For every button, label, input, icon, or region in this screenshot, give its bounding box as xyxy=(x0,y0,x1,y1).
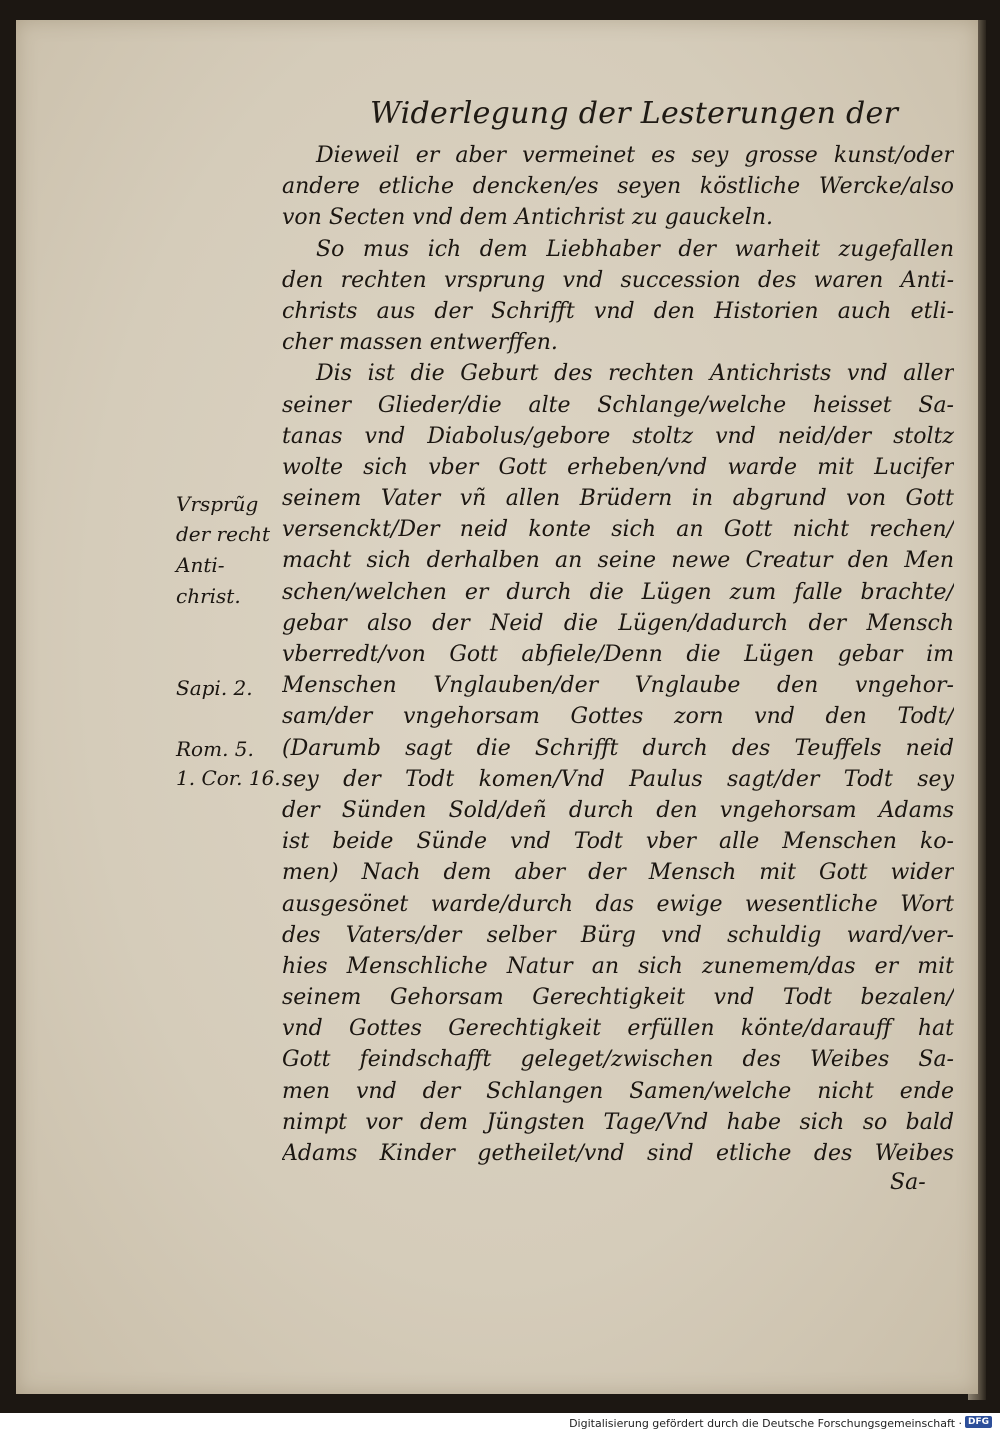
margin-note: Sapi. 2. xyxy=(176,676,253,700)
text-line: hies Menschliche Natur an sich zunemem/das er mit xyxy=(282,953,954,979)
text-line: des Vaters/der selber Bürg vnd schuldig ward/ver- xyxy=(282,922,954,948)
text-line: ausgesönet warde/durch das ewige wesentliche Wort xyxy=(282,891,954,917)
text-line: versenckt/Der neid konte sich an Gott nicht rechen/ xyxy=(282,517,954,543)
text-line: vnd Gottes Gerechtigkeit erfüllen könte/darauff hat xyxy=(282,1016,954,1042)
margin-note: der recht xyxy=(176,522,271,546)
text-line: christs aus der Schrifft vnd den Historien auch etli- xyxy=(282,298,954,324)
text-line: Dieweil er aber vermeinet es sey grosse kunst/oder xyxy=(316,143,954,168)
text-line: gebar also der Neid die Lügen/dadurch der Mensch xyxy=(282,610,954,636)
text-line: wolte sich vber Gott erheben/vnd warde mit Lucifer xyxy=(282,454,954,480)
text-line: Menschen Vnglauben/der Vnglaube den vngehor- xyxy=(282,673,954,699)
text-line: tanas vnd Diabolus/gebore stoltz vnd neid/der stoltz xyxy=(282,423,954,449)
margin-note: Vrsprũg xyxy=(176,492,259,516)
text-line: Gott feindschafft geleget/zwischen des Weibes Sa- xyxy=(282,1047,954,1073)
text-line: sam/der vngehorsam Gottes zorn vnd den Todt/ xyxy=(282,704,954,730)
text-line: So mus ich dem Liebhaber der warheit zugefallen xyxy=(316,236,954,262)
text-line: der Sünden Sold/deñ durch den vngehorsam Adams xyxy=(282,797,954,823)
margin-note: Rom. 5. xyxy=(176,737,254,761)
text-line: men) Nach dem aber der Mensch mit Gott wider xyxy=(282,860,954,886)
text-line: nimpt vor dem Jüngsten Tage/Vnd habe sich so bald xyxy=(282,1109,954,1135)
text-line: den rechten vrsprung vnd succession des waren Anti- xyxy=(282,267,954,293)
text-line: cher massen entwerffen. xyxy=(282,330,558,356)
text-line: men vnd der Schlangen Samen/welche nicht ende xyxy=(282,1078,954,1104)
main-text xyxy=(282,140,954,1169)
text-line: seiner Glieder/die alte Schlange/welche heisset Sa- xyxy=(282,392,954,418)
text-line: vberredt/von Gott abfiele/Denn die Lügen gebar im xyxy=(282,642,954,667)
margin-note: 1. Cor. 16. xyxy=(176,766,281,790)
text-line: Adams Kinder getheilet/vnd sind etliche des Weibes xyxy=(282,1141,954,1166)
text-line: macht sich derhalben an seine newe Creatur den Men xyxy=(282,548,954,574)
text-line: (Darumb sagt die Schrifft durch des Teuffels neid xyxy=(282,735,954,761)
text-line: seinem Gehorsam Gerechtigkeit vnd Todt bezalen/ xyxy=(282,985,954,1011)
dfg-logo-icon: DFG xyxy=(965,1416,992,1428)
text-line: ist beide Sünde vnd Todt vber alle Menschen ko- xyxy=(282,829,954,855)
text-line: Dis ist die Geburt des rechten Antichrists vnd aller xyxy=(316,361,954,387)
footer-credit: Digitalisierung gefördert durch die Deutsche Forschungsgemeinschaft · xyxy=(569,1417,962,1430)
running-head: Widerlegung der Lesterungen der xyxy=(370,96,899,131)
margin-note: christ. xyxy=(176,584,241,608)
text-line: seinem Vater vñ allen Brüdern in abgrund von Gott xyxy=(282,486,954,512)
text-line: andere etliche dencken/es seyen köstliche Wercke/also xyxy=(282,174,954,200)
text-line: sey der Todt komen/Vnd Paulus sagt/der Todt sey xyxy=(282,766,954,792)
catchword: Sa- xyxy=(890,1170,926,1195)
margin-note: Anti- xyxy=(176,553,225,577)
text-line: von Secten vnd dem Antichrist zu gauckeln. xyxy=(282,205,773,231)
text-line: schen/welchen er durch die Lügen zum falle brachte/ xyxy=(282,579,954,605)
